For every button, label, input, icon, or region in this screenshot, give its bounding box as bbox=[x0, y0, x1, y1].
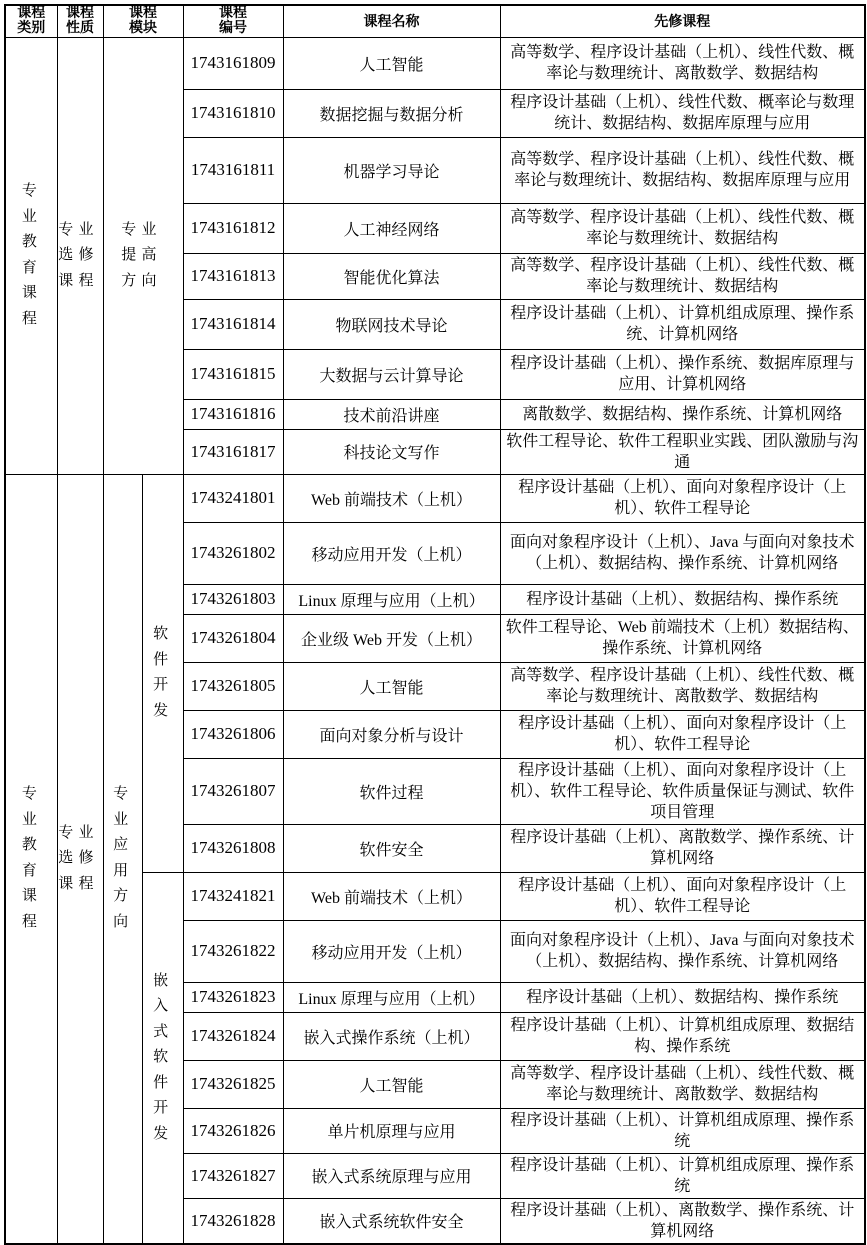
submodule-label: 嵌入式软件开发 bbox=[153, 972, 169, 1142]
course-prereq: 程序设计基础（上机）、计算机组成原理、操作系统 bbox=[500, 1153, 865, 1198]
course-id: 1743161810 bbox=[183, 89, 283, 137]
course-id: 1743261825 bbox=[183, 1060, 283, 1108]
header-course-module-label: 课程模块 bbox=[129, 6, 157, 37]
course-name: Linux 原理与应用（上机） bbox=[283, 982, 500, 1012]
course-id: 1743261804 bbox=[183, 614, 283, 662]
course-name: 人工智能 bbox=[283, 662, 500, 710]
module-cell-lower bbox=[103, 474, 142, 1244]
submodule-label: 软件开发 bbox=[153, 626, 169, 719]
course-id: 1743161809 bbox=[183, 37, 283, 89]
course-prereq: 面向对象程序设计（上机）、Java 与面向对象技术（上机）、数据结构、操作系统、计算机网络 bbox=[500, 522, 865, 584]
module-cell-upper bbox=[103, 37, 183, 474]
header-row bbox=[5, 5, 865, 37]
course-prereq: 程序设计基础（上机）、计算机组成原理、操作系统 bbox=[500, 1108, 865, 1153]
course-id: 1743161816 bbox=[183, 399, 283, 429]
course-prereq: 程序设计基础（上机）、离散数学、操作系统、计算机网络 bbox=[500, 1198, 865, 1244]
course-name: 人工神经网络 bbox=[283, 203, 500, 253]
course-name: 大数据与云计算导论 bbox=[283, 349, 500, 399]
course-id: 1743261827 bbox=[183, 1153, 283, 1198]
header-course-id bbox=[183, 5, 283, 37]
course-id: 1743161812 bbox=[183, 203, 283, 253]
course-prereq: 离散数学、数据结构、操作系统、计算机网络 bbox=[500, 399, 865, 429]
course-name: Web 前端技术（上机） bbox=[283, 474, 500, 522]
course-name: 软件过程 bbox=[283, 758, 500, 824]
course-prereq: 程序设计基础（上机）、线性代数、概率论与数理统计、数据结构、数据库原理与应用 bbox=[500, 89, 865, 137]
header-course-module bbox=[103, 5, 183, 37]
course-name: 嵌入式操作系统（上机） bbox=[283, 1012, 500, 1060]
course-id: 1743261822 bbox=[183, 920, 283, 982]
nature-label: 专业选修课程 bbox=[58, 221, 99, 289]
course-prereq: 程序设计基础（上机）、计算机组成原理、操作系统、计算机网络 bbox=[500, 299, 865, 349]
course-id: 1743261803 bbox=[183, 584, 283, 614]
course-name: 物联网技术导论 bbox=[283, 299, 500, 349]
course-row bbox=[5, 37, 865, 89]
course-name: 面向对象分析与设计 bbox=[283, 710, 500, 758]
course-prereq: 高等数学、程序设计基础（上机）、线性代数、概率论与数理统计、离散数学、数据结构 bbox=[500, 37, 865, 89]
course-name: 单片机原理与应用 bbox=[283, 1108, 500, 1153]
course-name: 技术前沿讲座 bbox=[283, 399, 500, 429]
header-course-name-label: 课程名称 bbox=[363, 15, 420, 31]
course-name: 智能优化算法 bbox=[283, 253, 500, 299]
course-prereq: 高等数学、程序设计基础（上机）、线性代数、概率论与数理统计、数据结构 bbox=[500, 203, 865, 253]
module-label: 专业应用方向 bbox=[113, 786, 129, 930]
course-name: 移动应用开发（上机） bbox=[283, 920, 500, 982]
header-course-name bbox=[283, 5, 500, 37]
header-course-id-label: 课程编号 bbox=[219, 6, 247, 37]
course-name: 嵌入式系统软件安全 bbox=[283, 1198, 500, 1244]
course-prereq: 程序设计基础（上机）、计算机组成原理、数据结构、操作系统 bbox=[500, 1012, 865, 1060]
header-course-category bbox=[5, 5, 57, 37]
header-course-category-label: 课程类别 bbox=[17, 6, 46, 37]
course-prereq: 高等数学、程序设计基础（上机）、线性代数、概率论与数理统计、数据结构、数据库原理与应用 bbox=[500, 137, 865, 203]
course-id: 1743161814 bbox=[183, 299, 283, 349]
course-id: 1743261808 bbox=[183, 824, 283, 872]
course-prereq: 程序设计基础（上机）、面向对象程序设计（上机）、软件工程导论 bbox=[500, 474, 865, 522]
course-prereq: 程序设计基础（上机）、面向对象程序设计（上机）、软件工程导论 bbox=[500, 872, 865, 920]
course-name: 数据挖掘与数据分析 bbox=[283, 89, 500, 137]
course-prereq: 软件工程导论、Web 前端技术（上机）数据结构、操作系统、计算机网络 bbox=[500, 614, 865, 662]
course-id: 1743241801 bbox=[183, 474, 283, 522]
course-prereq: 高等数学、程序设计基础（上机）、线性代数、概率论与数理统计、离散数学、数据结构 bbox=[500, 1060, 865, 1108]
course-name: 企业级 Web 开发（上机） bbox=[283, 614, 500, 662]
course-plan-table bbox=[4, 4, 866, 1245]
course-prereq: 程序设计基础（上机）、数据结构、操作系统 bbox=[500, 584, 865, 614]
course-name: 软件安全 bbox=[283, 824, 500, 872]
course-id: 1743261807 bbox=[183, 758, 283, 824]
course-prereq: 程序设计基础（上机）、操作系统、数据库原理与应用、计算机网络 bbox=[500, 349, 865, 399]
course-name: 嵌入式系统原理与应用 bbox=[283, 1153, 500, 1198]
course-name: 科技论文写作 bbox=[283, 429, 500, 474]
nature-cell-lower bbox=[57, 474, 103, 1244]
category-cell-upper bbox=[5, 37, 57, 474]
course-prereq: 程序设计基础（上机）、面向对象程序设计（上机）、软件工程导论 bbox=[500, 710, 865, 758]
course-name: 移动应用开发（上机） bbox=[283, 522, 500, 584]
course-id: 1743161813 bbox=[183, 253, 283, 299]
course-prereq: 高等数学、程序设计基础（上机）、线性代数、概率论与数理统计、离散数学、数据结构 bbox=[500, 662, 865, 710]
submodule-cell-embedded bbox=[142, 872, 183, 1244]
course-name: 人工智能 bbox=[283, 37, 500, 89]
course-name: 人工智能 bbox=[283, 1060, 500, 1108]
category-label: 专业教育课程 bbox=[21, 786, 37, 930]
course-prereq: 面向对象程序设计（上机）、Java 与面向对象技术（上机）、数据结构、操作系统、计算机网络 bbox=[500, 920, 865, 982]
module-label: 专业提高方向 bbox=[121, 221, 162, 289]
course-id: 1743261828 bbox=[183, 1198, 283, 1244]
course-prereq: 程序设计基础（上机）、面向对象程序设计（上机）、软件工程导论、软件质量保证与测试、软件项目管理 bbox=[500, 758, 865, 824]
nature-cell-upper bbox=[57, 37, 103, 474]
course-row bbox=[5, 474, 865, 522]
course-name: Linux 原理与应用（上机） bbox=[283, 584, 500, 614]
course-name: Web 前端技术（上机） bbox=[283, 872, 500, 920]
course-prereq: 程序设计基础（上机）、数据结构、操作系统 bbox=[500, 982, 865, 1012]
course-id: 1743161817 bbox=[183, 429, 283, 474]
header-prereq-label: 先修课程 bbox=[654, 15, 711, 31]
header-course-nature bbox=[57, 5, 103, 37]
course-id: 1743261823 bbox=[183, 982, 283, 1012]
course-prereq: 软件工程导论、软件工程职业实践、团队激励与沟通 bbox=[500, 429, 865, 474]
submodule-cell-software bbox=[142, 474, 183, 872]
course-id: 1743261806 bbox=[183, 710, 283, 758]
course-id: 1743261824 bbox=[183, 1012, 283, 1060]
course-name: 机器学习导论 bbox=[283, 137, 500, 203]
course-prereq: 高等数学、程序设计基础（上机）、线性代数、概率论与数理统计、数据结构 bbox=[500, 253, 865, 299]
header-prereq bbox=[500, 5, 865, 37]
course-id: 1743241821 bbox=[183, 872, 283, 920]
course-id: 1743161815 bbox=[183, 349, 283, 399]
category-cell-lower bbox=[5, 474, 57, 1244]
nature-label: 专业选修课程 bbox=[58, 824, 99, 892]
header-course-nature-label: 课程性质 bbox=[66, 6, 94, 37]
course-id: 1743261802 bbox=[183, 522, 283, 584]
course-id: 1743261826 bbox=[183, 1108, 283, 1153]
category-label: 专业教育课程 bbox=[21, 183, 37, 327]
course-id: 1743161811 bbox=[183, 137, 283, 203]
course-id: 1743261805 bbox=[183, 662, 283, 710]
course-prereq: 程序设计基础（上机）、离散数学、操作系统、计算机网络 bbox=[500, 824, 865, 872]
